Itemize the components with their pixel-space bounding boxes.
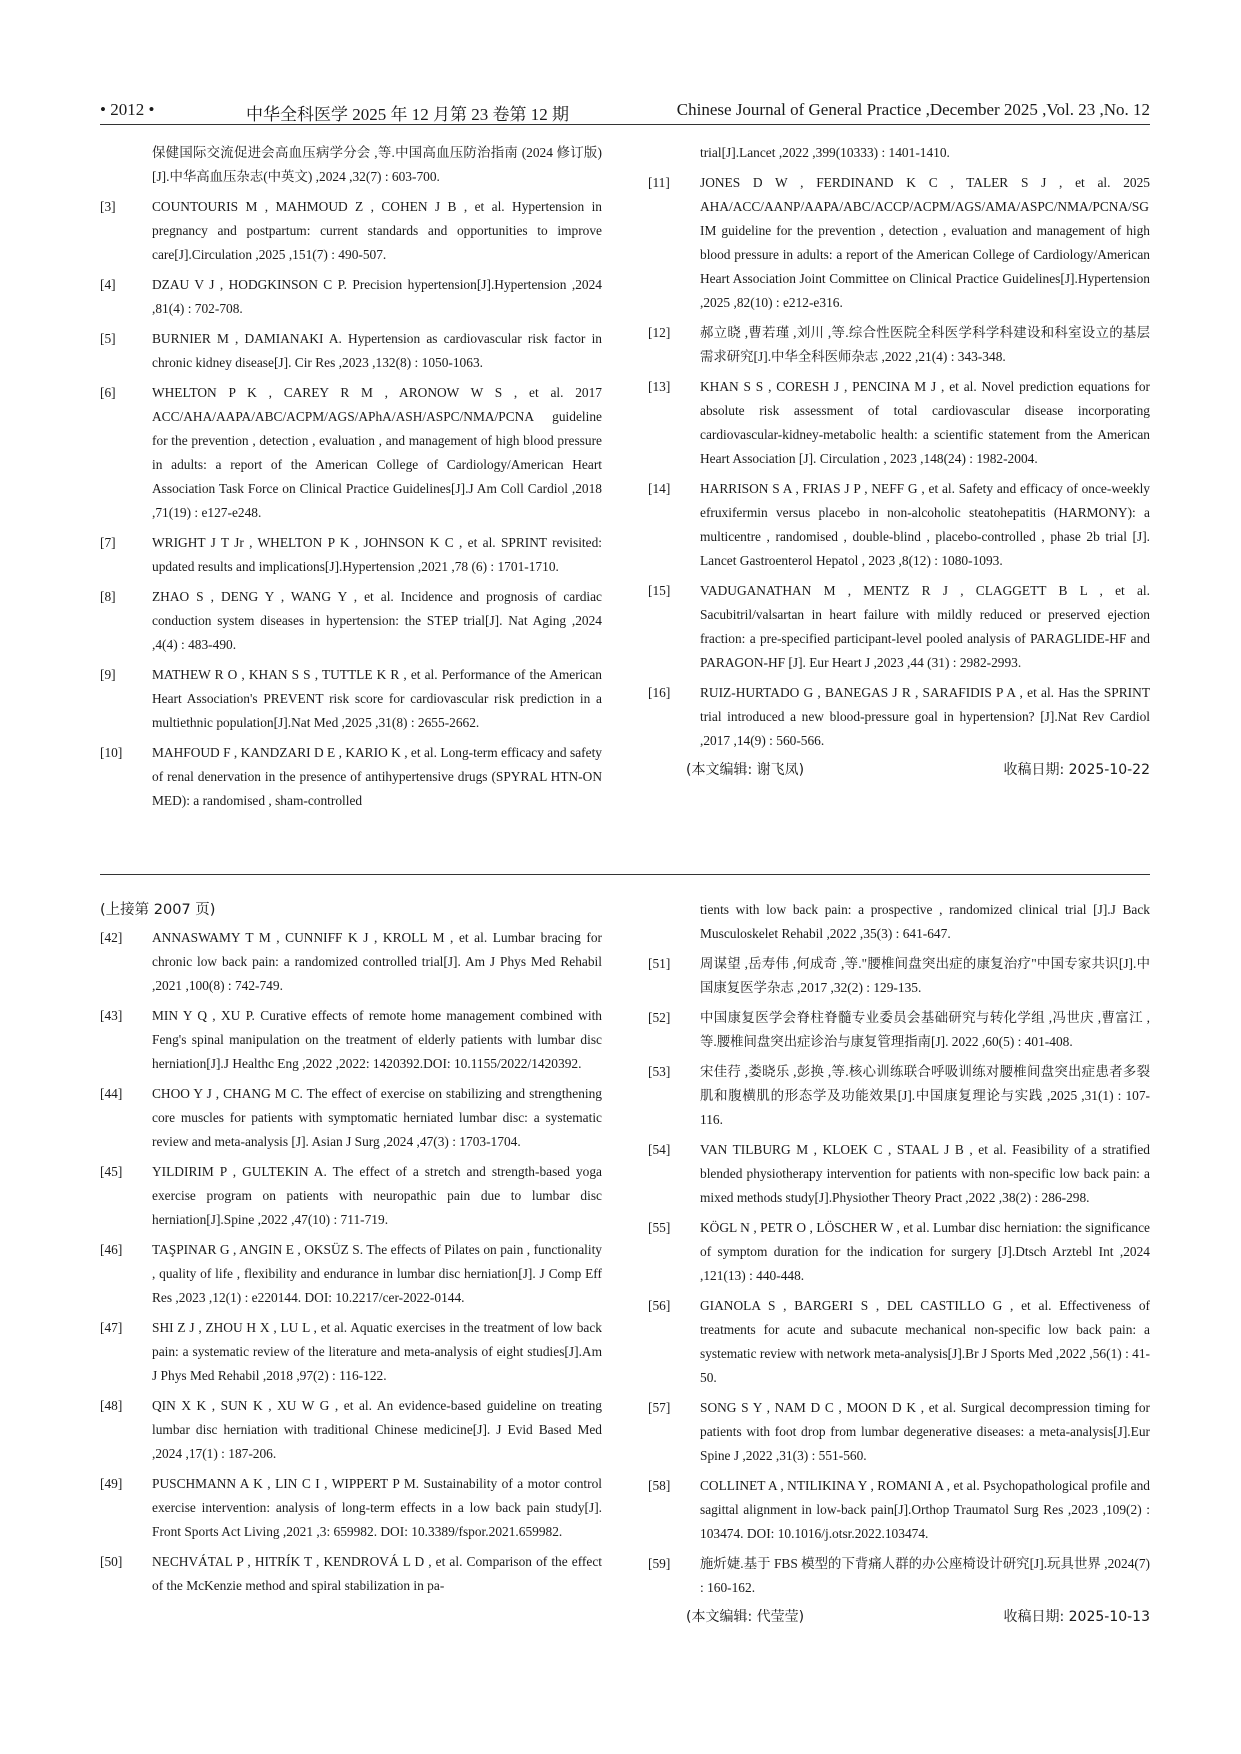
reference-item [648, 952, 1150, 1000]
reference-text: VADUGANATHAN M , MENTZ R J , CLAGGETT B L , et al. Sacubitril/valsartan in heart failure with mildly reduced or preserved ejection fraction: a pre-specified participant-level pooled analysis of PARAGLIDE-HF and PARAGON-HF [J]. Eur Heart J ,2023 ,44 (31) : 2982-2993. [700, 583, 1150, 670]
reference-text: COLLINET A , NTILIKINA Y , ROMANI A , et al. Psychopathological profile and sagittal alignment in low-back pain[J].Orthop Traumatol Surg Res ,2023 ,109(2) : 103474. DOI: 10.1016/j.otsr.2022.103474. [700, 1478, 1150, 1541]
reference-number: [5] [100, 331, 116, 346]
reference-item [648, 1294, 1150, 1390]
reference-item [100, 663, 602, 735]
reference-text: YILDIRIM P , GULTEKIN A. The effect of a stretch and strength-based yoga exercise program on patients with neuropathic pain due to lumbar disc herniation[J].Spine ,2022 ,47(10) : 711-719. [152, 1164, 602, 1227]
reference-item [100, 273, 602, 321]
reference-text: DZAU V J , HODGKINSON C P. Precision hypertension[J].Hypertension ,2024 ,81(4) : 702-708. [152, 277, 602, 316]
reference-number: [47] [100, 1320, 123, 1335]
reference-number: [43] [100, 1008, 123, 1023]
reference-number: [55] [648, 1220, 671, 1235]
reference-text: ZHAO S , DENG Y , WANG Y , et al. Incidence and prognosis of cardiac conduction system diseases in hypertension: the STEP trial[J]. Nat Aging ,2024 ,4(4) : 483-490. [152, 589, 602, 652]
reference-text: PUSCHMANN A K , LIN C I , WIPPERT P M. Sustainability of a motor control exercise intervention: analysis of long-term effects in a low back pain study[J]. Front Sports Act Living ,2021 ,3: 659982. DOI: 10.3389/fspor.2021.659982. [152, 1476, 602, 1539]
reference-item [100, 531, 602, 579]
reference-text: SHI Z J , ZHOU H X , LU L , et al. Aquatic exercises in the treatment of low back pain: a systematic review of the literature and meta-analysis of eight studies[J].Am J Phys Med Rehabil ,2018 ,97(2) : 116-122. [152, 1320, 602, 1383]
reference-item [648, 1552, 1150, 1600]
reference-item [648, 1396, 1150, 1468]
reference-item [100, 926, 602, 998]
reference-text: KHAN S S , CORESH J , PENCINA M J , et al. Novel prediction equations for absolute risk assessment of total cardiovascular disease incorporating cardiovascular-kidney-metabolic health: a scientific statement from the American Heart Association [J]. Circulation , 2023 ,148(24) : 1982-2004. [700, 379, 1150, 466]
reference-text: 宋佳荇 ,娄晓乐 ,彭换 ,等.核心训练联合呼吸训练对腰椎间盘突出症患者多裂肌和腹横肌的形态学及功能效果[J].中国康复理论与实践 ,2025 ,31(1) : 107-116. [700, 1064, 1150, 1127]
reference-text: CHOO Y J , CHANG M C. The effect of exercise on stabilizing and strengthening core muscles for patients with symptomatic herniated lumbar disc: a systematic review and meta-analysis [J]. Asian J Surg ,2024 ,47(3) : 1703-1704. [152, 1086, 602, 1149]
reference-item [100, 141, 602, 189]
reference-item [100, 741, 602, 813]
reference-item [648, 1060, 1150, 1132]
reference-number: [54] [648, 1142, 671, 1157]
reference-text: TAŞPINAR G , ANGIN E , OKSÜZ S. The effects of Pilates on pain , functionality , quality of life , flexibility and endurance in lumbar disc herniation[J]. J Comp Eff Res ,2023 ,12(1) : e220144. DOI: 10.2217/cer-2022-0144. [152, 1242, 602, 1305]
reference-item [100, 1394, 602, 1466]
section-divider [100, 874, 1150, 875]
reference-text: VAN TILBURG M , KLOEK C , STAAL J B , et al. Feasibility of a stratified blended physiotherapy intervention for patients with non-specific low back pain: a mixed methods study[J].Physiother Theory Pract ,2022 ,38(2) : 286-298. [700, 1142, 1150, 1205]
reference-text: JONES D W , FERDINAND K C , TALER S J , et al. 2025 AHA/ACC/AANP/AAPA/ABC/ACCP/ACPM/AGS/AMA/ASPC/NMA/PCNA/SGIM guideline for the prevention , detection , evaluation and management of high blood pressure in adults: a report of the American College of Cardiology/American Heart Association Joint Committee on Clinical Practice Guidelines[J].Hypertension ,2025 ,82(10) : e212-e316. [700, 175, 1150, 310]
reference-item [648, 141, 1150, 165]
reference-item [100, 327, 602, 375]
reference-item [648, 579, 1150, 675]
reference-number: [57] [648, 1400, 671, 1415]
reference-number: [10] [100, 745, 123, 760]
reference-text: KÖGL N , PETR O , LÖSCHER W , et al. Lumbar disc herniation: the significance of symptom duration for the indication for surgery [J].Dtsch Arztebl Int ,2024 ,121(13) : 440-448. [700, 1220, 1150, 1283]
reference-text: SONG S Y , NAM D C , MOON D K , et al. Surgical decompression timing for patients with foot drop from lumbar degenerative diseases: a meta-analysis[J].Eur Spine J ,2022 ,31(3) : 551-560. [700, 1400, 1150, 1463]
reference-number: [49] [100, 1476, 123, 1491]
top-left-references [100, 141, 602, 819]
reference-number: [11] [648, 175, 670, 190]
reference-number: [53] [648, 1064, 671, 1079]
reference-item [100, 1082, 602, 1154]
reference-item [648, 1138, 1150, 1210]
reference-text: RUIZ-HURTADO G , BANEGAS J R , SARAFIDIS P A , et al. Has the SPRINT trial introduced a new blood-pressure goal in hypertension? [J].Nat Rev Cardiol ,2017 ,14(9) : 560-566. [700, 685, 1150, 748]
reference-item [648, 321, 1150, 369]
reference-item [648, 375, 1150, 471]
reference-number: [16] [648, 685, 671, 700]
bottom-left-references [100, 898, 602, 1604]
reference-number: [8] [100, 589, 116, 604]
running-header [100, 98, 1150, 122]
reference-item [100, 1316, 602, 1388]
continued-from-label: (上接第 2007 页) [100, 902, 216, 918]
reference-text: NECHVÁTAL P , HITRÍK T , KENDROVÁ L D , et al. Comparison of the effect of the McKenzie method and spiral stabilization in pa- [152, 1554, 602, 1593]
reference-item [100, 1472, 602, 1544]
reference-number: [6] [100, 385, 116, 400]
reference-text: 郝立晓 ,曹若瑾 ,刘川 ,等.综合性医院全科医学科学科建设和科室设立的基层需求研究[J].中华全科医师杂志 ,2022 ,21(4) : 343-348. [700, 325, 1150, 364]
received-date: 收稿日期: 2025-10-13 [1003, 1609, 1150, 1625]
reference-number: [50] [100, 1554, 123, 1569]
journal-title-cn: 中华全科医学 2025 年 12 月第 23 卷第 12 期 [246, 105, 569, 124]
bottom-right-references [648, 898, 1150, 1628]
header-rule [100, 124, 1150, 125]
editor-line-top [648, 759, 1150, 781]
reference-number: [7] [100, 535, 116, 550]
reference-number: [59] [648, 1556, 671, 1571]
reference-text: 保健国际交流促进会高血压病学分会 ,等.中国高血压防治指南 (2024 修订版) [J].中华高血压杂志(中英文) ,2024 ,32(7) : 603-700. [152, 145, 602, 184]
reference-text: MAHFOUD F , KANDZARI D E , KARIO K , et al. Long-term efficacy and safety of renal denervation in the presence of antihypertensive drugs (SPYRAL HTN-ON MED): a randomised , sham-controlled [152, 745, 602, 808]
reference-item [648, 477, 1150, 573]
reference-number: [45] [100, 1164, 123, 1179]
reference-number: [58] [648, 1478, 671, 1493]
reference-text: WHELTON P K , CAREY R M , ARONOW W S , et al. 2017 ACC/AHA/AAPA/ABC/ACPM/AGS/APhA/ASH/ASPC/NMA/PCNA guideline for the prevention , detection , evaluation , and management of high blood pressure in adults: a report of the American College of Cardiology/American Heart Association Task Force on Clinical Practice Guidelines[J].J Am Coll Cardiol ,2018 ,71(19) : e127-e248. [152, 385, 602, 520]
reference-number: [14] [648, 481, 671, 496]
reference-text: tients with low back pain: a prospective , randomized clinical trial [J].J Back Musculoskelet Rehabil ,2022 ,35(3) : 641-647. [700, 902, 1150, 941]
reference-number: [13] [648, 379, 671, 394]
reference-text: WRIGHT J T Jr , WHELTON P K , JOHNSON K C , et al. SPRINT revisited: updated results and implications[J].Hypertension ,2021 ,78 (6) : 1701-1710. [152, 535, 602, 574]
reference-item [100, 585, 602, 657]
reference-item [100, 195, 602, 267]
received-date: 收稿日期: 2025-10-22 [1003, 762, 1150, 778]
reference-number: [46] [100, 1242, 123, 1257]
reference-item [100, 381, 602, 525]
reference-text: MIN Y Q , XU P. Curative effects of remote home management combined with Feng's spinal manipulation on the treatment of elderly patients with lumbar disc herniation[J].J Healthc Eng ,2022 ,2022: 1420392.DOI: 10.1155/2022/1420392. [152, 1008, 602, 1071]
reference-number: [44] [100, 1086, 123, 1101]
reference-number: [12] [648, 325, 671, 340]
reference-text: COUNTOURIS M , MAHMOUD Z , COHEN J B , et al. Hypertension in pregnancy and postpartum: current standards and opportunities to improve care[J].Circulation ,2025 ,151(7) : 490-507. [152, 199, 602, 262]
reference-text: MATHEW R O , KHAN S S , TUTTLE K R , et al. Performance of the American Heart Association's PREVENT risk score for cardiovascular risk prediction in a multiethnic population[J].Nat Med ,2025 ,31(8) : 2655-2662. [152, 667, 602, 730]
editor-line-bottom [648, 1606, 1150, 1628]
reference-item [100, 1160, 602, 1232]
reference-text: ANNASWAMY T M , CUNNIFF K J , KROLL M , et al. Lumbar bracing for chronic low back pain: a randomized controlled trial[J]. Am J Phys Med Rehabil ,2021 ,100(8) : 742-749. [152, 930, 602, 993]
reference-number: [48] [100, 1398, 123, 1413]
reference-text: HARRISON S A , FRIAS J P , NEFF G , et al. Safety and efficacy of once-weekly efruxifermin versus placebo in non-alcoholic steatohepatitis (HARMONY): a multicentre , randomised , double-blind , placebo-controlled , phase 2b trial [J]. Lancet Gastroenterol Hepatol , 2023 ,8(12) : 1080-1093. [700, 481, 1150, 568]
reference-number: [9] [100, 667, 116, 682]
reference-number: [4] [100, 277, 116, 292]
page-number: • 2012 • [100, 100, 155, 119]
top-right-references [648, 141, 1150, 781]
reference-text: 周谋望 ,岳寿伟 ,何成奇 ,等."腰椎间盘突出症的康复治疗"中国专家共识[J].中国康复医学杂志 ,2017 ,32(2) : 129-135. [700, 956, 1150, 995]
editor-note: (本文编辑: 代莹莹) [686, 1609, 805, 1625]
reference-item [648, 1216, 1150, 1288]
reference-number: [52] [648, 1010, 671, 1025]
reference-number: [3] [100, 199, 116, 214]
reference-number: [15] [648, 583, 671, 598]
reference-item [648, 1006, 1150, 1054]
reference-item [648, 171, 1150, 315]
reference-number: [42] [100, 930, 123, 945]
reference-text: 施炘婕.基于 FBS 模型的下背痛人群的办公座椅设计研究[J].玩具世界 ,2024(7) : 160-162. [700, 1556, 1150, 1595]
journal-title-en: Chinese Journal of General Practice ,December 2025 ,Vol. 23 ,No. 12 [676, 100, 1150, 119]
reference-item [648, 1474, 1150, 1546]
reference-text: GIANOLA S , BARGERI S , DEL CASTILLO G , et al. Effectiveness of treatments for acute and subacute mechanical non-specific low back pain: a systematic review with network meta-analysis[J].Br J Sports Med ,2022 ,56(1) : 41-50. [700, 1298, 1150, 1385]
reference-number: [56] [648, 1298, 671, 1313]
reference-item [648, 681, 1150, 753]
reference-number: [51] [648, 956, 671, 971]
reference-text: BURNIER M , DAMIANAKI A. Hypertension as cardiovascular risk factor in chronic kidney disease[J]. Cir Res ,2023 ,132(8) : 1050-1063. [152, 331, 602, 370]
reference-text: trial[J].Lancet ,2022 ,399(10333) : 1401-1410. [700, 145, 950, 160]
reference-item [100, 1004, 602, 1076]
editor-note: (本文编辑: 谢飞凤) [686, 762, 805, 778]
reference-text: QIN X K , SUN K , XU W G , et al. An evidence-based guideline on treating lumbar disc herniation with traditional Chinese medicine[J]. J Evid Based Med ,2024 ,17(1) : 187-206. [152, 1398, 602, 1461]
reference-text: 中国康复医学会脊柱脊髓专业委员会基础研究与转化学组 ,冯世庆 ,曹富江 ,等.腰椎间盘突出症诊治与康复管理指南[J]. 2022 ,60(5) : 401-408. [700, 1010, 1150, 1049]
reference-item [100, 1238, 602, 1310]
reference-item [100, 1550, 602, 1598]
reference-item [648, 898, 1150, 946]
